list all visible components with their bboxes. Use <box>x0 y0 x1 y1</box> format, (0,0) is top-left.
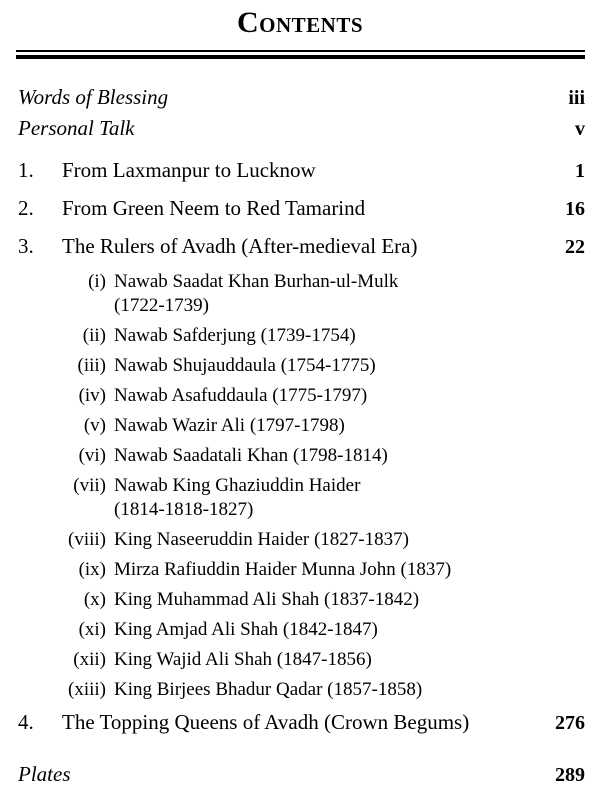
sub-entry-text: King Wajid Ali Shah (1847-1856) <box>114 648 372 670</box>
table-of-contents <box>18 83 585 789</box>
sub-entry[interactable] <box>18 444 585 468</box>
sub-entry-numeral: (xii) <box>73 648 106 670</box>
chapter-page-number: 16 <box>565 197 585 220</box>
sub-entry[interactable] <box>18 678 585 702</box>
chapter-title: The Rulers of Avadh (After-medieval Era) <box>62 233 418 258</box>
chapter-page-number: 22 <box>565 235 585 258</box>
entry-label: Words of Blessing <box>18 84 169 109</box>
sub-entry-numeral: (iii) <box>77 354 106 376</box>
sub-entry-numeral: (xiii) <box>68 678 106 700</box>
sub-entry-text <box>114 270 585 318</box>
chapter-title: From Laxmanpur to Lucknow <box>62 157 316 182</box>
sub-entry-text: Nawab Saadatali Khan (1798-1814) <box>114 444 388 466</box>
toc-entry-front-matter[interactable] <box>18 114 585 143</box>
sub-entry-numeral: (v) <box>83 414 106 436</box>
front-matter-list <box>18 83 585 143</box>
chapter-list <box>18 156 585 738</box>
page-title-block <box>0 0 600 39</box>
sub-entry-numeral: (vi) <box>78 444 106 466</box>
sub-entry[interactable] <box>18 474 585 522</box>
sub-entry-numeral: (vii) <box>73 474 106 496</box>
sub-entry-line-2: (1814-1818-1827) <box>114 498 254 520</box>
sub-entry-text: Nawab Safderjung (1739-1754) <box>114 324 356 346</box>
sub-entry[interactable] <box>18 528 585 552</box>
sub-entry-text: Nawab Wazir Ali (1797-1798) <box>114 414 345 436</box>
chapter-number: 3. <box>18 233 34 258</box>
sub-entry-numeral: (ix) <box>78 558 106 580</box>
chapter-page-number: 1 <box>575 159 585 182</box>
toc-entry-back-matter[interactable] <box>18 760 585 789</box>
toc-entry-chapter[interactable] <box>18 194 585 224</box>
sub-entry[interactable] <box>18 414 585 438</box>
sub-entry[interactable] <box>18 618 585 642</box>
sub-entry[interactable] <box>18 558 585 582</box>
toc-entry-chapter[interactable] <box>18 708 585 738</box>
entry-label: Personal Talk <box>18 115 135 140</box>
sub-entry-numeral: (viii) <box>68 528 106 550</box>
toc-entry-chapter[interactable] <box>18 232 585 262</box>
sub-entry-text: King Birjees Bhadur Qadar (1857-1858) <box>114 678 423 700</box>
chapter-number: 4. <box>18 709 34 734</box>
sub-entry-numeral: (i) <box>88 270 106 292</box>
sub-entry[interactable] <box>18 324 585 348</box>
chapter-number: 2. <box>18 195 34 220</box>
toc-entry-chapter[interactable] <box>18 156 585 186</box>
sub-entry[interactable] <box>18 384 585 408</box>
ruler-sub-entry-list <box>18 270 585 702</box>
entry-page-number: 289 <box>555 763 585 786</box>
chapter-number: 1. <box>18 157 34 182</box>
entry-label: Plates <box>18 761 71 786</box>
sub-entry[interactable] <box>18 648 585 672</box>
sub-entry-numeral: (x) <box>83 588 106 610</box>
header-divider <box>16 50 585 59</box>
entry-page-number: iii <box>568 86 585 109</box>
sub-entry-text: Nawab Asafuddaula (1775-1797) <box>114 384 368 406</box>
sub-entry[interactable] <box>18 588 585 612</box>
sub-entry-line-1: Nawab King Ghaziuddin Haider <box>114 474 361 496</box>
sub-entry-numeral: (ii) <box>82 324 106 346</box>
sub-entry[interactable] <box>18 270 585 318</box>
sub-entry-line-1: Nawab Saadat Khan Burhan-ul-Mulk <box>114 270 399 292</box>
sub-entry-numeral: (iv) <box>78 384 106 406</box>
sub-entry-line-2: (1722-1739) <box>114 294 209 316</box>
entry-page-number: v <box>575 117 585 140</box>
sub-entry-text: King Naseeruddin Haider (1827-1837) <box>114 528 409 550</box>
sub-entry-text: King Muhammad Ali Shah (1837-1842) <box>114 588 420 610</box>
sub-entry-text: King Amjad Ali Shah (1842-1847) <box>114 618 378 640</box>
chapter-page-number: 276 <box>555 711 585 734</box>
toc-entry-front-matter[interactable] <box>18 83 585 112</box>
chapter-title: From Green Neem to Red Tamarind <box>62 195 366 220</box>
divider-thick-line <box>16 55 585 59</box>
sub-entry-text: Mirza Rafiuddin Haider Munna John (1837) <box>114 558 452 580</box>
sub-entry-numeral: (xi) <box>78 618 106 640</box>
sub-entry-text: Nawab Shujauddaula (1754-1775) <box>114 354 376 376</box>
sub-entry-text <box>114 474 585 522</box>
sub-entry[interactable] <box>18 354 585 378</box>
chapter-title: The Topping Queens of Avadh (Crown Begums) <box>62 709 470 734</box>
page-title: Contents <box>236 6 364 39</box>
